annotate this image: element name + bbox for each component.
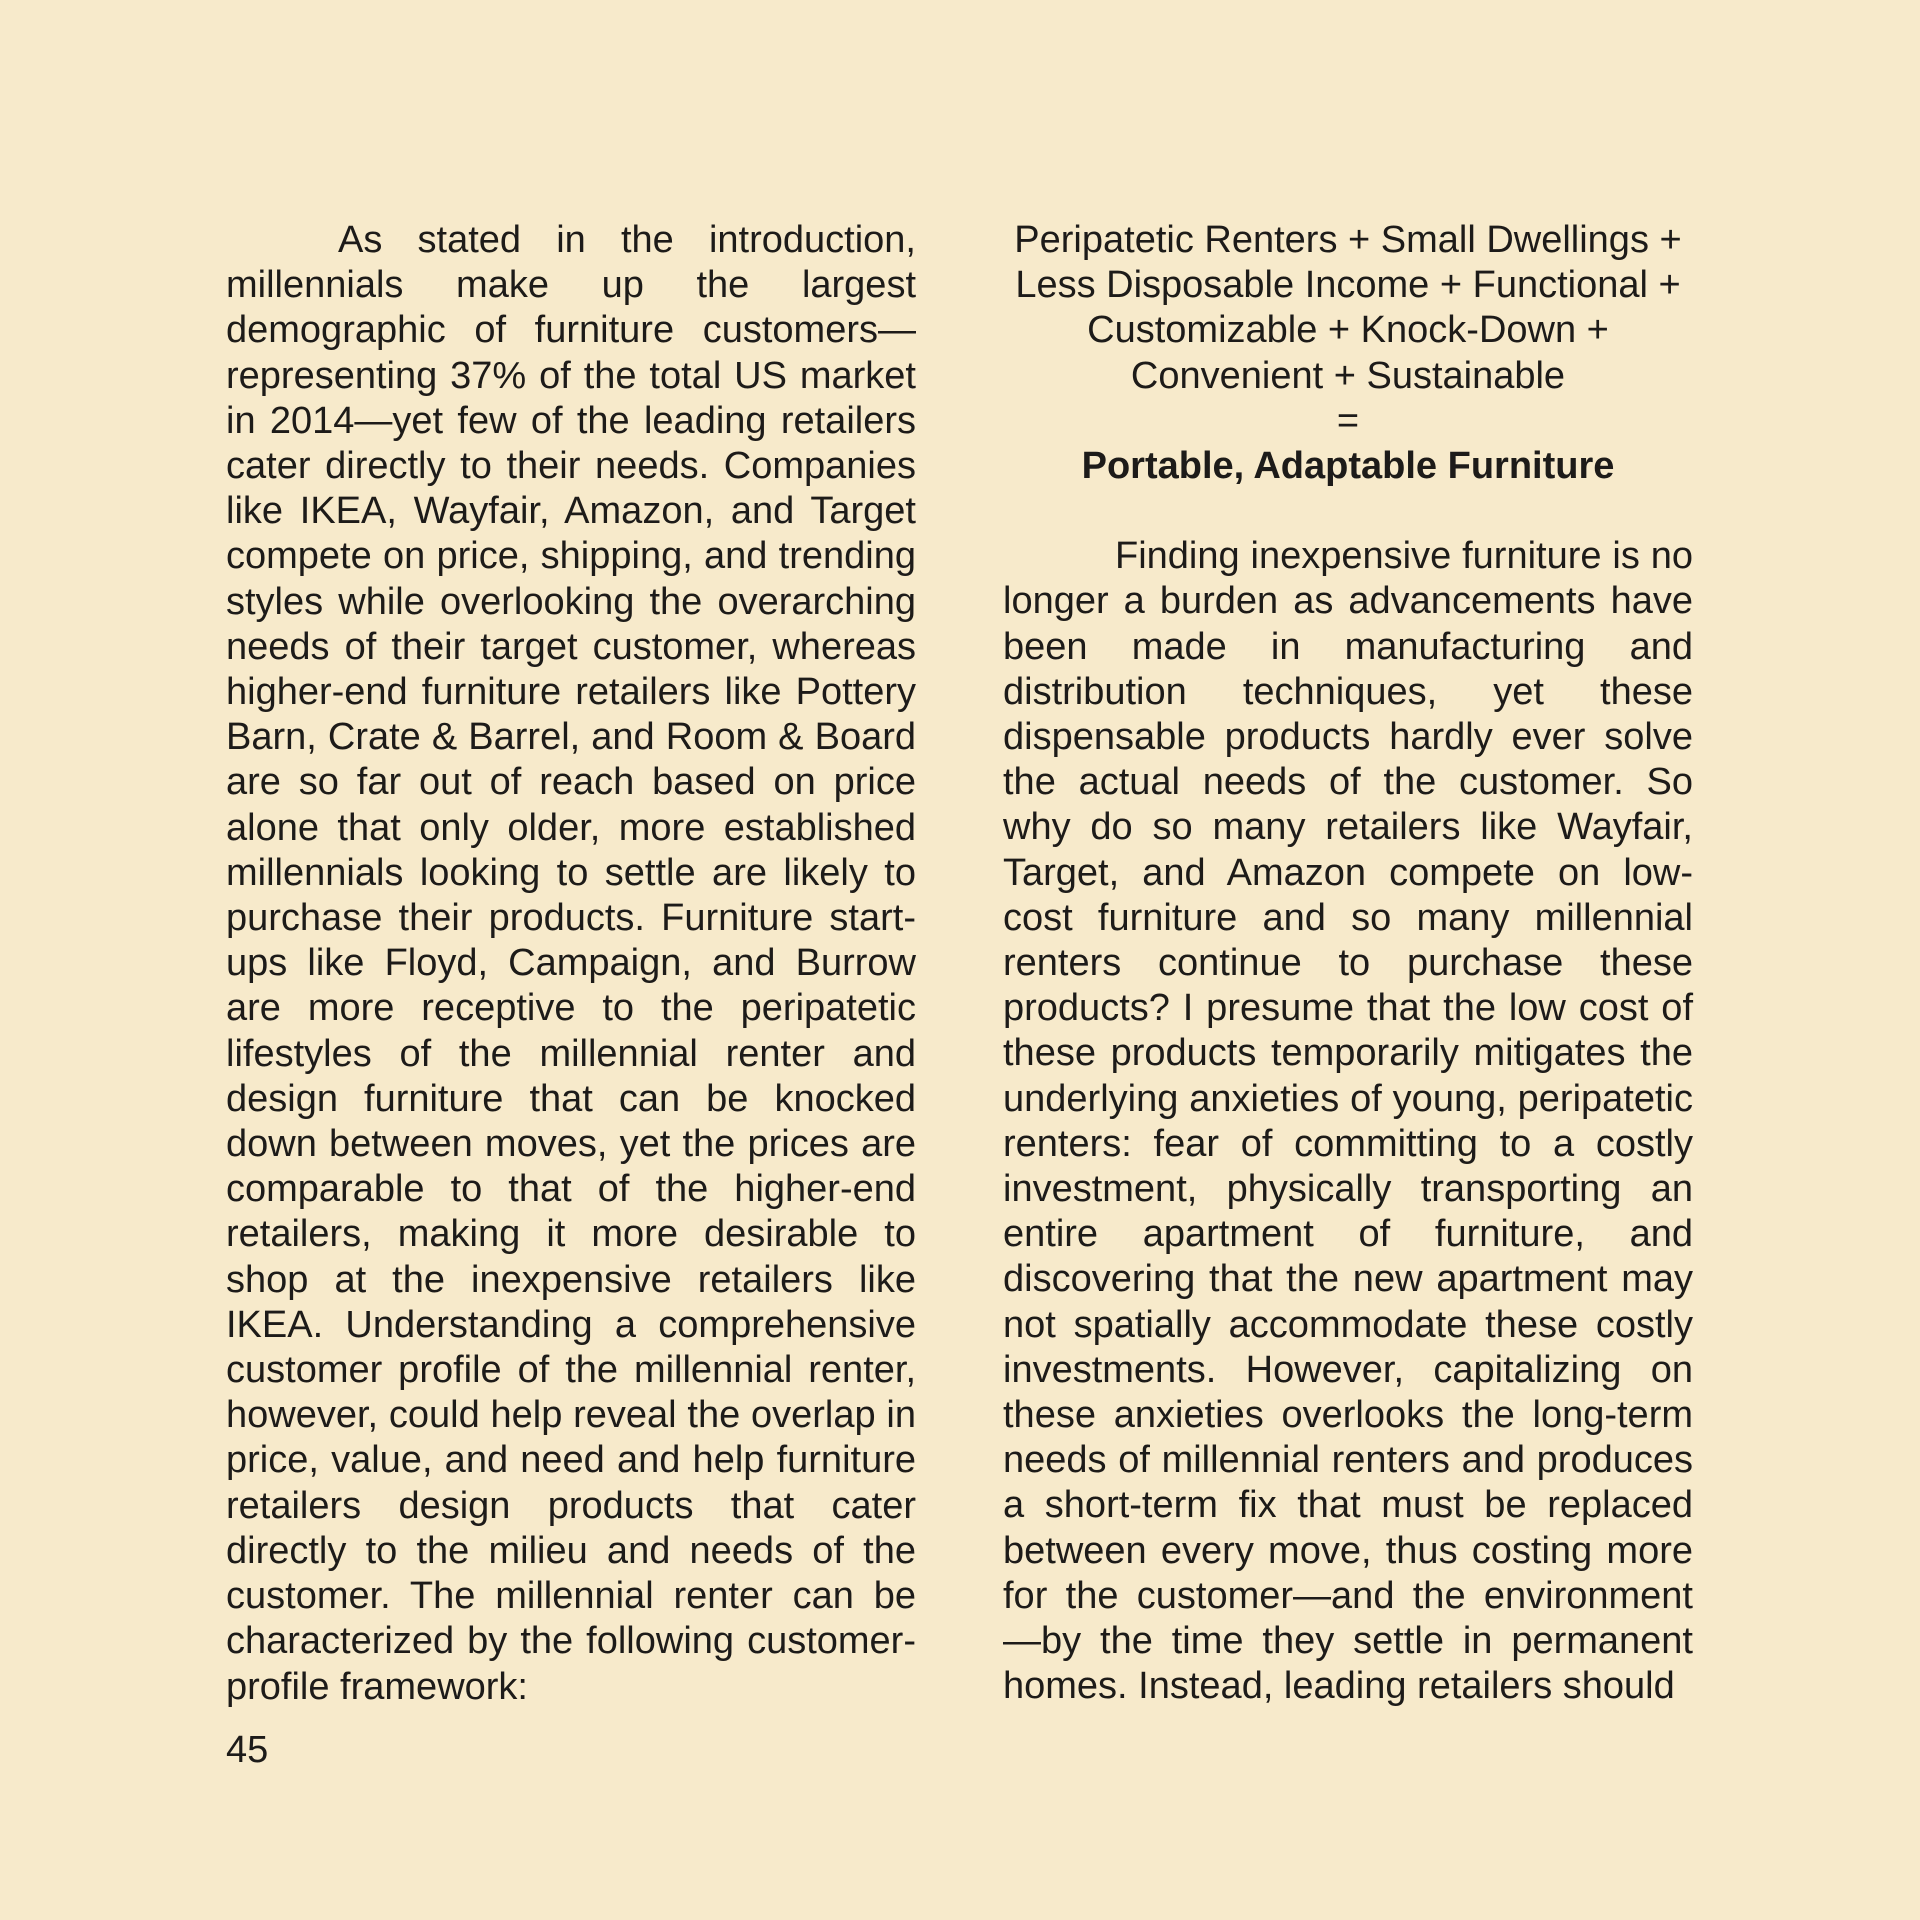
page-number: 45 — [226, 1729, 269, 1771]
formula-line-1: Peripatetic Renters + Small Dwellings + — [1014, 219, 1682, 261]
right-paragraph: Finding inexpensive furniture is no longer a burden as advancements have been made in manufacturing and distribution techniques, yet these dispensable products hardly ever solve the actual needs of the customer. So why do so many retailers like Wayfair, Target, and Amazon compete on low-cost furniture and so many millennial renters continue to purchase these products? I presume that the low cost of these products temporarily mitigates the underlying anxieties of young, peripatetic renters: fear of committing to a costly investment, physically transporting an entire apartment of furniture, and discovering that the new apartment may not spatially accommodate these costly investments. However, capitalizing on these anxieties overlooks the long-term needs of millennial renters and produces a short-term fix that must be replaced between every move, thus costing more for the customer—and the environment—by the time they settle in permanent homes. Instead, leading retailers should — [1003, 535, 1693, 1708]
left-column — [226, 218, 916, 1710]
formula-line-4: Convenient + Sustainable — [1130, 354, 1566, 397]
formula-line-2: Less Disposable Income + Functional + — [1015, 264, 1681, 307]
formula-result: Portable, Adaptable Furniture — [1081, 445, 1615, 488]
left-paragraph: As stated in the introduction, millennials make up the largest demographic of furniture customers—representing 37% of the total US market in 2014—yet few of the leading retailers cater directly to their needs. Companies like IKEA, Wayfair, Amazon, and Target compete on price, shipping, and trending styles while overlooking the overarching needs of their target customer, whereas higher-end furniture retailers like Pottery Barn, Crate & Barrel, and Room & Board are so far out of reach based on price alone that only older, more established millennials looking to settle are likely to purchase their products. Furniture start-ups like Floyd, Campaign, and Burrow are more receptive to the peripatetic lifestyles of the millennial renter and design furniture that can be knocked down between moves, yet the prices are comparable to that of the higher-end retailers, making it more desirable to shop at the inexpensive retailers like IKEA. Understanding a comprehensive customer profile of the millennial renter, however, could help reveal the overlap in price, value, and need and help furniture retailers design products that cater directly to the milieu and needs of the customer. The millennial renter can be characterized by the following customer-profile framework: — [226, 219, 916, 1708]
formula-line-3: Customizable + Knock-Down + — [1087, 309, 1609, 352]
formula-equals: = — [1336, 399, 1360, 442]
customer-profile-formula — [1003, 218, 1693, 489]
right-column — [1003, 218, 1693, 1710]
